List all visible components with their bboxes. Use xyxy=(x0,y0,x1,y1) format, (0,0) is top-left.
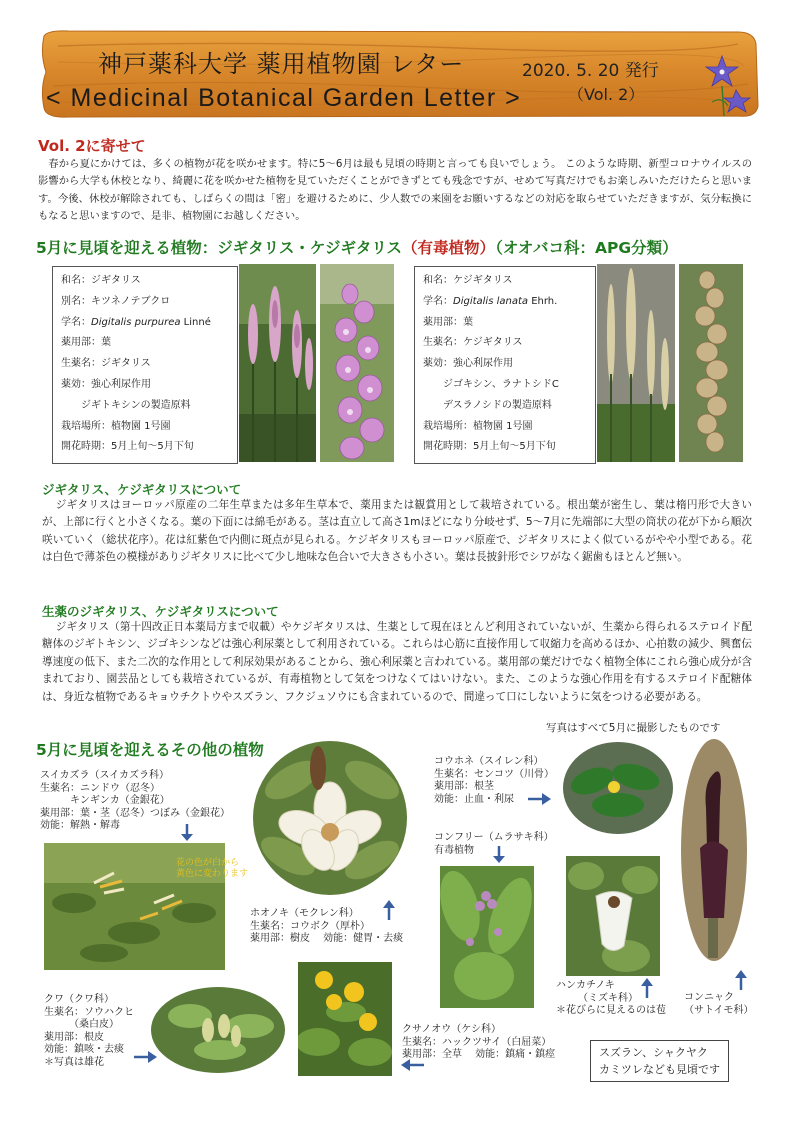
about-body: ジギタリスはヨーロッパ原産の二年生草または多年生草本で、薬用または観賞用として栽培されている。根出葉が密生し、葉は楕円形で大きいが、上部に行くと小さくなる。葉の下面には綿毛がある。茎は直立して高さ1mほどになり分岐せず、5～7月に先端部に大型の筒状の花が下から順次咲いていく（総状花序）。花は紅紫色で内側に斑点が見られる。ケジギタリスもヨーロッパ原産で、ジギタリスによく似ているがやや小型である。花は白色で薄茶色の模様がありジギタリスに比べて少し地味な色合いで大きさも小さい。葉は長披針形でシワがなく鋸歯もほとんど無い。 xyxy=(42,499,752,564)
up-arrow-icon xyxy=(734,970,748,990)
plant-name: コンニャク xyxy=(684,992,734,1003)
suikazura-info: スイカズラ（スイカズラ科） 生薬名：ニンドウ（忍冬） キンギンカ（金銀花） 薬用部：葉・茎（忍冬）つぼみ（金銀花） 効能：解熱・解毒 xyxy=(40,770,230,832)
also-in-season-box xyxy=(590,1040,729,1082)
digitalis-info-box xyxy=(52,266,238,464)
info-line: 薬用部：葉 xyxy=(61,337,111,349)
newsletter-title-en: < Medicinal Botanical Garden Letter > xyxy=(46,84,522,112)
info-line: 薬用部：葉 xyxy=(423,316,473,328)
also-line: スズラン、シャクヤク xyxy=(599,1046,708,1059)
scientific-name: Digitalis purpurea xyxy=(91,316,181,328)
comfrey-photo xyxy=(440,866,534,1008)
kusanoou-photo xyxy=(298,962,392,1076)
about-heading: ジギタリス、ケジギタリスについて xyxy=(42,482,242,497)
kuwa-photo xyxy=(150,986,286,1074)
info-line: 栽培場所：植物園 1号園 xyxy=(423,420,533,432)
plant-name: ハンカチノキ xyxy=(556,980,615,991)
toxic-note: 有毒植物 xyxy=(434,844,474,856)
newsletter-title-jp: 神戸薬科大学 薬用植物園 レター xyxy=(98,50,465,78)
info-line: 薬効：強心利尿作用 xyxy=(423,358,513,370)
plant-name: コウホネ（スイレン科） xyxy=(434,756,544,767)
down-arrow-icon xyxy=(180,824,194,842)
section-digitalis-heading xyxy=(36,236,678,258)
issue-date: 2020. 5. 20 発行 xyxy=(522,61,659,81)
issue-volume: （Vol. 2） xyxy=(568,85,645,104)
hoonoki-info: ホオノキ（モクレン科） 生薬名：コウボク（厚朴） 薬用部：樹皮 効能：健胃・去痰 xyxy=(250,908,404,945)
lanata-info-box xyxy=(414,266,596,464)
info-line: 和名：ジギタリス xyxy=(61,275,141,286)
suikazura-caption: 花の色が白から 黄色に変わります xyxy=(176,858,249,879)
also-line: カミツレなども見頃です xyxy=(599,1063,720,1076)
scientific-name: Digitalis lanata xyxy=(453,295,529,307)
crude-drug-body: ジギタリス（第十四改正日本薬局方まで収載）やケジギタリスは、生薬として現在ほとんど利用されていないが、生薬から得られるステロイド配糖体のジギトキシン、ジゴキシンなどは強心利尿薬として利用されている。これらは心筋に直接作用して収縮力を高めるほか、心拍数の減少、興奮伝導速度の低下、また二次的な作用として利尿効果があることから、強心利尿薬と言われている。薬用部の葉だけでなく植物全体にこれら強心成分が含まれており、園芸品としても栽培されているが、有毒植物として気をつけなくてはいけない。また、このような強心作用を有するステロイド配糖体は、身近な植物であるキョウチクトウやスズラン、フクジュソウにも含まれているので、間違って口にしないように気をつける必要がある。 xyxy=(42,621,752,703)
lanata-photo-2 xyxy=(679,264,743,462)
photo-note: 写真はすべて5月に撮影したものです xyxy=(546,722,721,734)
info-line: 開花時期：5月上旬～5月下旬 xyxy=(423,441,556,453)
kouhone-photo xyxy=(562,741,674,835)
plant-name: コンフリー（ムラサキ科） xyxy=(434,832,554,843)
plant-name: クワ（クワ科） xyxy=(44,994,114,1005)
intro-body: 春から夏にかけては、多くの植物が花を咲かせます。特に5～6月は最も見頃の時期と言っても良いでしょう。 このような時期、新型コロナウイルスの影響から大学も休校となり、綺麗に花を咲かせた植物を見ていただくことができずとても残念ですが、せめて写真だけでもお楽しみいただけたらと思います。今後、休校が解除されても、しばらくの間は「密」を避けるために、少人数での来園をお願いするなどの対応を取らせていただきますが、気分転換にもなると思いますので、是非、植物園にお越しください。 xyxy=(38,158,752,223)
kouhone-info: コウホネ（スイレン科） 生薬名：センコツ（川骨） 薬用部：根茎 効能：止血・利尿 xyxy=(434,756,554,805)
info-line: 栽培場所：植物園 1号園 xyxy=(61,420,171,432)
kusanoou-info: クサノオウ（ケシ科） 生薬名：ハックツサイ（白屈菜） 薬用部：全草 効能：鎮痛・鎮痙 xyxy=(402,1024,556,1061)
other-plants-heading: 5月に見頃を迎えるその他の植物 xyxy=(36,741,264,759)
plant-name: スイカズラ（スイカズラ科） xyxy=(40,770,169,781)
down-arrow-icon xyxy=(492,846,506,864)
konnyaku-photo xyxy=(680,738,748,962)
info-line: 開花時期：5月上旬～5月下旬 xyxy=(61,441,194,453)
hankachi-photo xyxy=(566,856,660,976)
plant-name: ホオノキ（モクレン科） xyxy=(250,908,359,919)
kuwa-info: クワ（クワ科） 生薬名：ソウハクヒ （桑白皮） 薬用部：根皮 効能：鎮咳・去痰 ＊写真は雄花 xyxy=(44,994,134,1068)
digitalis-photo-1 xyxy=(239,264,316,462)
toxic-label: （有毒植物） xyxy=(402,239,496,257)
info-line: 薬効：強心利尿作用 xyxy=(61,378,151,390)
info-line: 生薬名：ジギタリス xyxy=(61,358,151,370)
intro-heading: Vol. 2に寄せて xyxy=(38,137,146,155)
info-line: 別名：キツネノテブクロ xyxy=(61,295,171,307)
crude-drug-heading: 生薬のジギタリス、ケジギタリスについて xyxy=(42,604,279,619)
info-line: ジゴキシン、ラナトシドC xyxy=(423,378,559,390)
info-line: 生薬名：ケジギタリス xyxy=(423,337,523,349)
right-arrow-icon xyxy=(528,792,552,806)
plant-name: クサノオウ（ケシ科） xyxy=(402,1024,501,1035)
info-line: デスラノシドの製造原料 xyxy=(423,399,552,411)
info-line-sci: 学名：Digitalis purpurea Linné xyxy=(61,316,211,328)
info-line: ジギトキシンの製造原料 xyxy=(61,399,191,411)
lanata-photo-1 xyxy=(597,264,675,462)
konnyaku-info: コンニャク （サトイモ科） xyxy=(684,992,754,1016)
heading-family: （オオバコ科：APG分類） xyxy=(495,239,678,257)
digitalis-photo-2 xyxy=(320,264,394,462)
hankachi-info: ハンカチノキ （ミズキ科） ＊花びらに見えるのは苞 xyxy=(556,980,666,1017)
heading-main: 5月に見頃を迎える植物：ジギタリス・ケジギタリス xyxy=(36,239,403,257)
info-line-sci: 学名：Digitalis lanata Ehrh. xyxy=(423,295,558,307)
hoonoki-photo xyxy=(252,740,408,896)
info-line: 和名：ケジギタリス xyxy=(423,275,513,286)
